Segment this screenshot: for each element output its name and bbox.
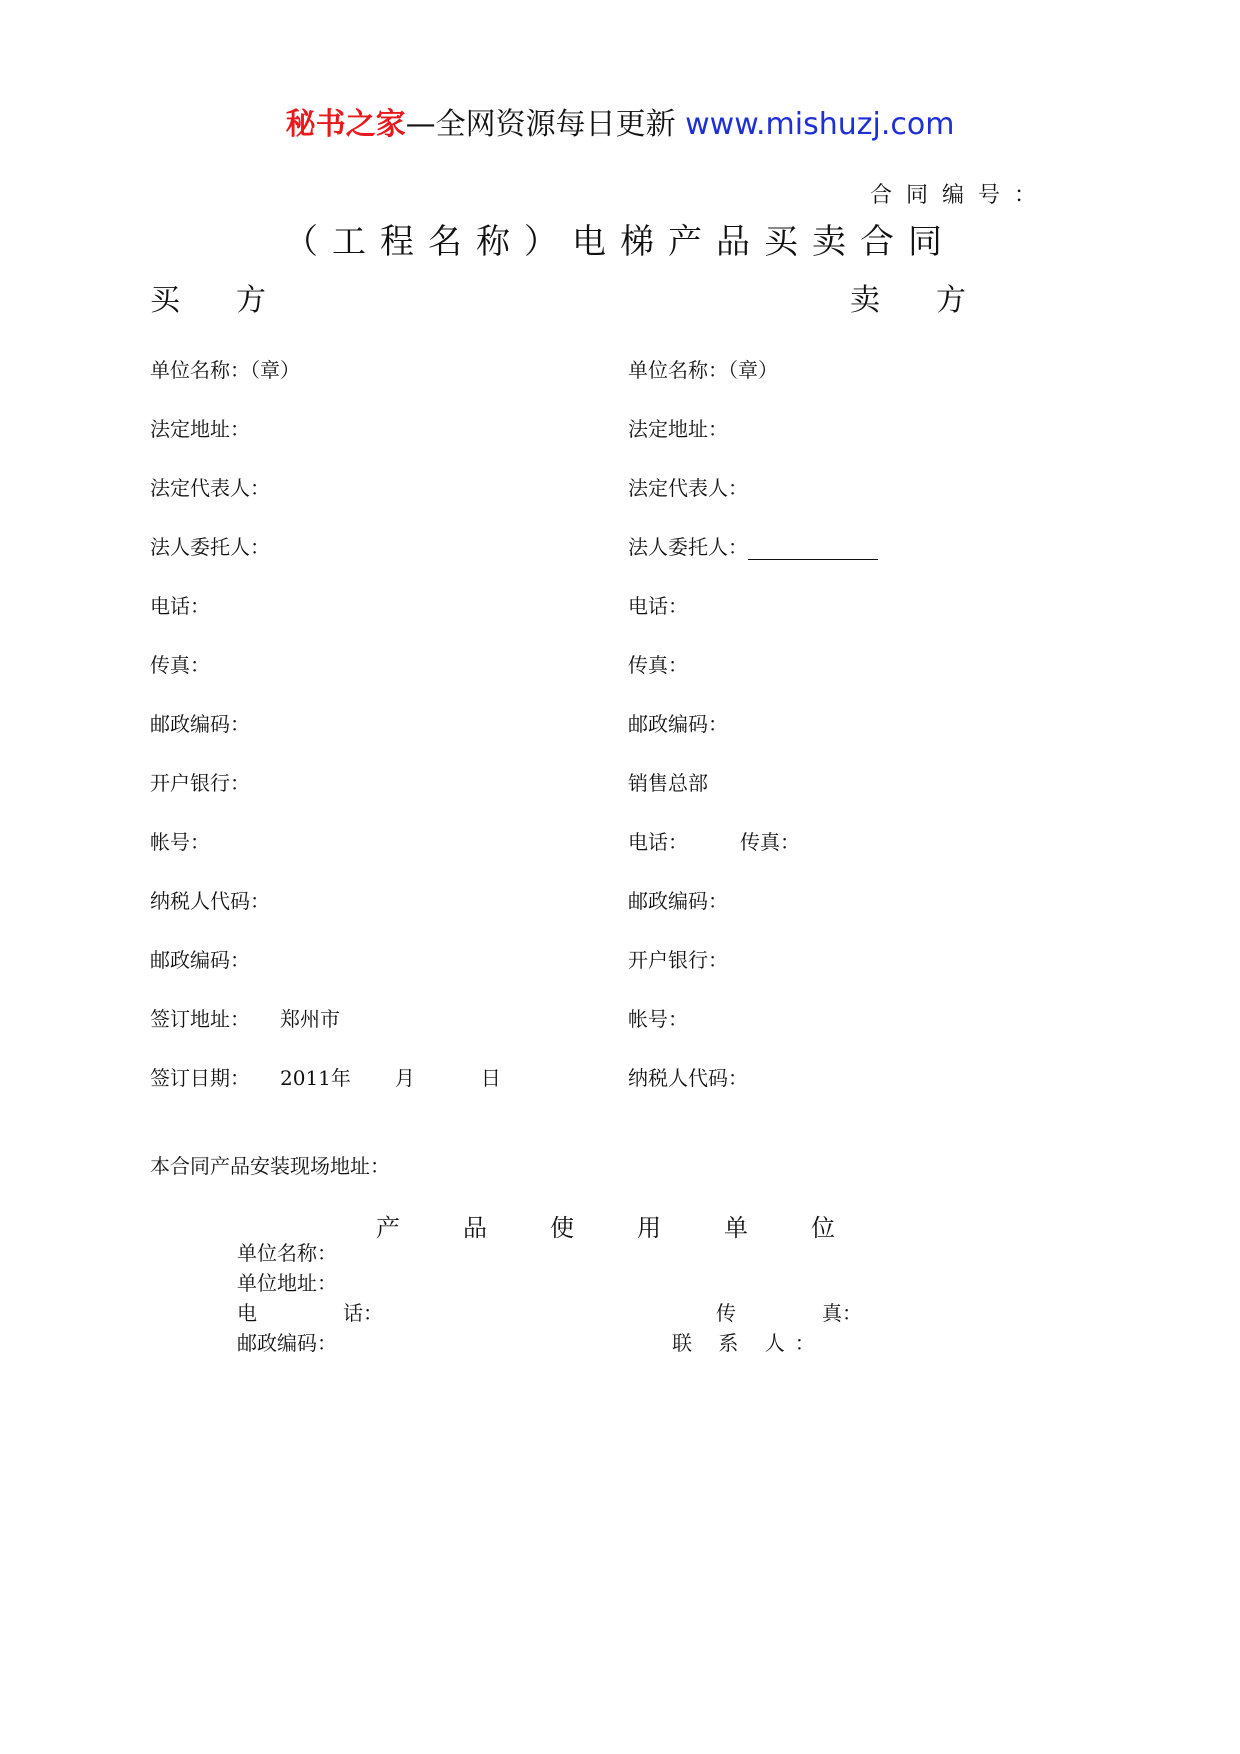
use-unit-phone-c2: 话： xyxy=(343,1301,383,1325)
seller-hq-phone: 电话： xyxy=(628,830,688,854)
use-unit-address: 单位地址： xyxy=(237,1271,337,1295)
sign-date-label: 签订日期： xyxy=(150,1066,250,1090)
buyer-heading xyxy=(150,275,266,319)
use-unit-char: 位 xyxy=(811,1214,835,1242)
buyer-heading-char2: 方 xyxy=(236,283,266,318)
document-title: （工程名称）电梯产品买卖合同 xyxy=(284,222,956,262)
sign-date-year: 2011年 xyxy=(280,1066,351,1090)
seller-bank: 开户银行： xyxy=(628,948,728,972)
use-unit-phone xyxy=(237,1300,383,1326)
seller-authorized-agent xyxy=(628,534,878,560)
seller-heading xyxy=(850,275,966,319)
buyer-legal-rep: 法定代表人： xyxy=(150,476,270,500)
buyer-tax-code: 纳税人代码： xyxy=(150,889,270,913)
site-header xyxy=(0,103,1240,147)
buyer-postcode-2: 邮政编码： xyxy=(150,948,250,972)
use-unit-fax-c2: 真： xyxy=(822,1301,862,1325)
sign-date-day: 日 xyxy=(480,1066,501,1090)
use-unit-char: 产 xyxy=(376,1214,400,1242)
header-tagline: —全网资源每日更新 xyxy=(405,107,686,142)
use-unit-char: 单 xyxy=(724,1214,748,1242)
seller-heading-char2: 方 xyxy=(936,283,966,318)
buyer-bank: 开户银行： xyxy=(150,771,250,795)
buyer-unit-name: 单位名称：（章） xyxy=(150,358,300,382)
buyer-account: 帐号： xyxy=(150,830,210,854)
seller-account: 帐号： xyxy=(628,1007,688,1031)
seller-heading-char1: 卖 xyxy=(850,283,880,318)
sign-date-month: 月 xyxy=(394,1066,415,1090)
seller-hq-fax: 传真： xyxy=(740,830,800,854)
use-unit-char: 使 xyxy=(550,1214,574,1242)
use-unit-fax-c1: 传 xyxy=(716,1301,736,1325)
seller-legal-rep: 法定代表人： xyxy=(628,476,748,500)
install-address-label: 本合同产品安装现场地址： xyxy=(150,1154,390,1178)
buyer-fax: 传真： xyxy=(150,653,210,677)
seller-sales-hq: 销售总部 xyxy=(628,771,708,795)
buyer-sign-address xyxy=(150,1006,340,1032)
use-unit-contact: 联 系 人： xyxy=(672,1331,825,1355)
buyer-heading-char1: 买 xyxy=(150,283,180,318)
buyer-phone: 电话： xyxy=(150,594,210,618)
buyer-authorized-agent: 法人委托人： xyxy=(150,535,270,559)
buyer-postcode: 邮政编码： xyxy=(150,712,250,736)
seller-postcode: 邮政编码： xyxy=(628,712,728,736)
seller-legal-address: 法定地址： xyxy=(628,417,728,441)
seller-phone: 电话： xyxy=(628,594,688,618)
use-unit-heading xyxy=(376,1208,898,1243)
seller-unit-name: 单位名称：（章） xyxy=(628,358,778,382)
sign-address-value: 郑州市 xyxy=(280,1007,340,1031)
use-unit-phone-c1: 电 xyxy=(237,1301,257,1325)
seller-agent-blank[interactable] xyxy=(748,537,878,560)
use-unit-fax xyxy=(716,1300,862,1326)
contract-number-label: 合同编号： xyxy=(870,183,1051,208)
seller-postcode-2: 邮政编码： xyxy=(628,889,728,913)
sign-address-label: 签订地址： xyxy=(150,1007,250,1031)
use-unit-name: 单位名称： xyxy=(237,1241,337,1265)
seller-tax-code: 纳税人代码： xyxy=(628,1066,748,1090)
use-unit-char: 用 xyxy=(637,1214,661,1242)
seller-hq-contact xyxy=(628,829,800,855)
use-unit-postcode: 邮政编码： xyxy=(237,1331,337,1355)
brand-name: 秘书之家 xyxy=(285,107,406,142)
seller-agent-label: 法人委托人： xyxy=(628,535,748,559)
header-url[interactable]: www.mishuzj.com xyxy=(685,107,955,142)
seller-fax: 传真： xyxy=(628,653,688,677)
buyer-sign-date xyxy=(150,1065,501,1091)
use-unit-char: 品 xyxy=(463,1214,487,1242)
buyer-legal-address: 法定地址： xyxy=(150,417,250,441)
